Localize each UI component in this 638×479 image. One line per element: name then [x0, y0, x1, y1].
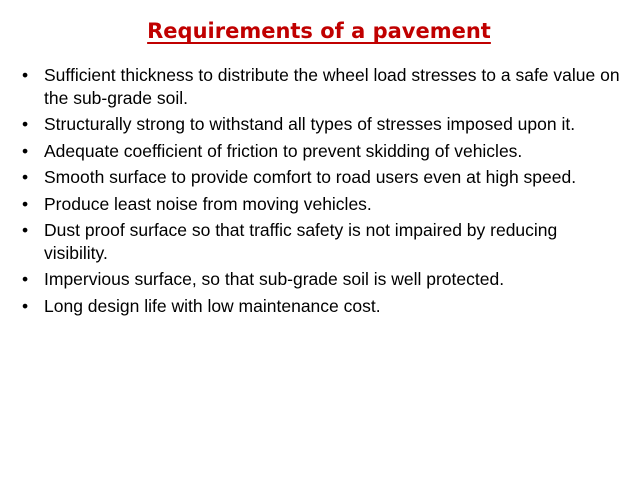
- bullet-item: [20, 64, 620, 109]
- bullet-text: Sufficient thickness to distribute the wheel load stresses to a safe value on the sub-grade soil.: [44, 65, 620, 108]
- bullet-dot-icon: •: [22, 140, 29, 161]
- bullet-text: Structurally strong to withstand all types of stresses imposed upon it.: [44, 114, 576, 134]
- bullet-dot-icon: •: [22, 65, 29, 85]
- bullet-dot-icon: •: [22, 193, 29, 214]
- bullet-text: Adequate coefficient of friction to prevent skidding of vehicles.: [44, 140, 523, 161]
- bullet-item: [20, 268, 620, 291]
- bullet-item: [20, 219, 620, 264]
- bullet-text: Dust proof surface so that traffic safety is not impaired by reducing visibility.: [44, 220, 558, 263]
- bullet-dot-icon: •: [22, 114, 29, 134]
- bullet-item: [20, 113, 620, 136]
- slide-title: [0, 16, 638, 46]
- bullet-item: [20, 166, 620, 189]
- bullet-item: [20, 295, 620, 318]
- bullet-list: [20, 64, 620, 321]
- bullet-item: [20, 140, 620, 163]
- bullet-dot-icon: •: [22, 167, 29, 187]
- bullet-dot-icon: •: [22, 220, 29, 240]
- bullet-text: Smooth surface to provide comfort to road users even at high speed.: [44, 167, 577, 187]
- bullet-text: Long design life with low maintenance cost.: [44, 295, 381, 316]
- bullet-dot-icon: •: [22, 269, 29, 289]
- bullet-text: Produce least noise from moving vehicles.: [44, 193, 372, 214]
- bullet-dot-icon: •: [22, 295, 29, 316]
- bullet-text: Impervious surface, so that sub-grade soil is well protected.: [44, 269, 505, 289]
- slide-title-text: Requirements of a pavement: [147, 19, 491, 43]
- bullet-item: [20, 193, 620, 216]
